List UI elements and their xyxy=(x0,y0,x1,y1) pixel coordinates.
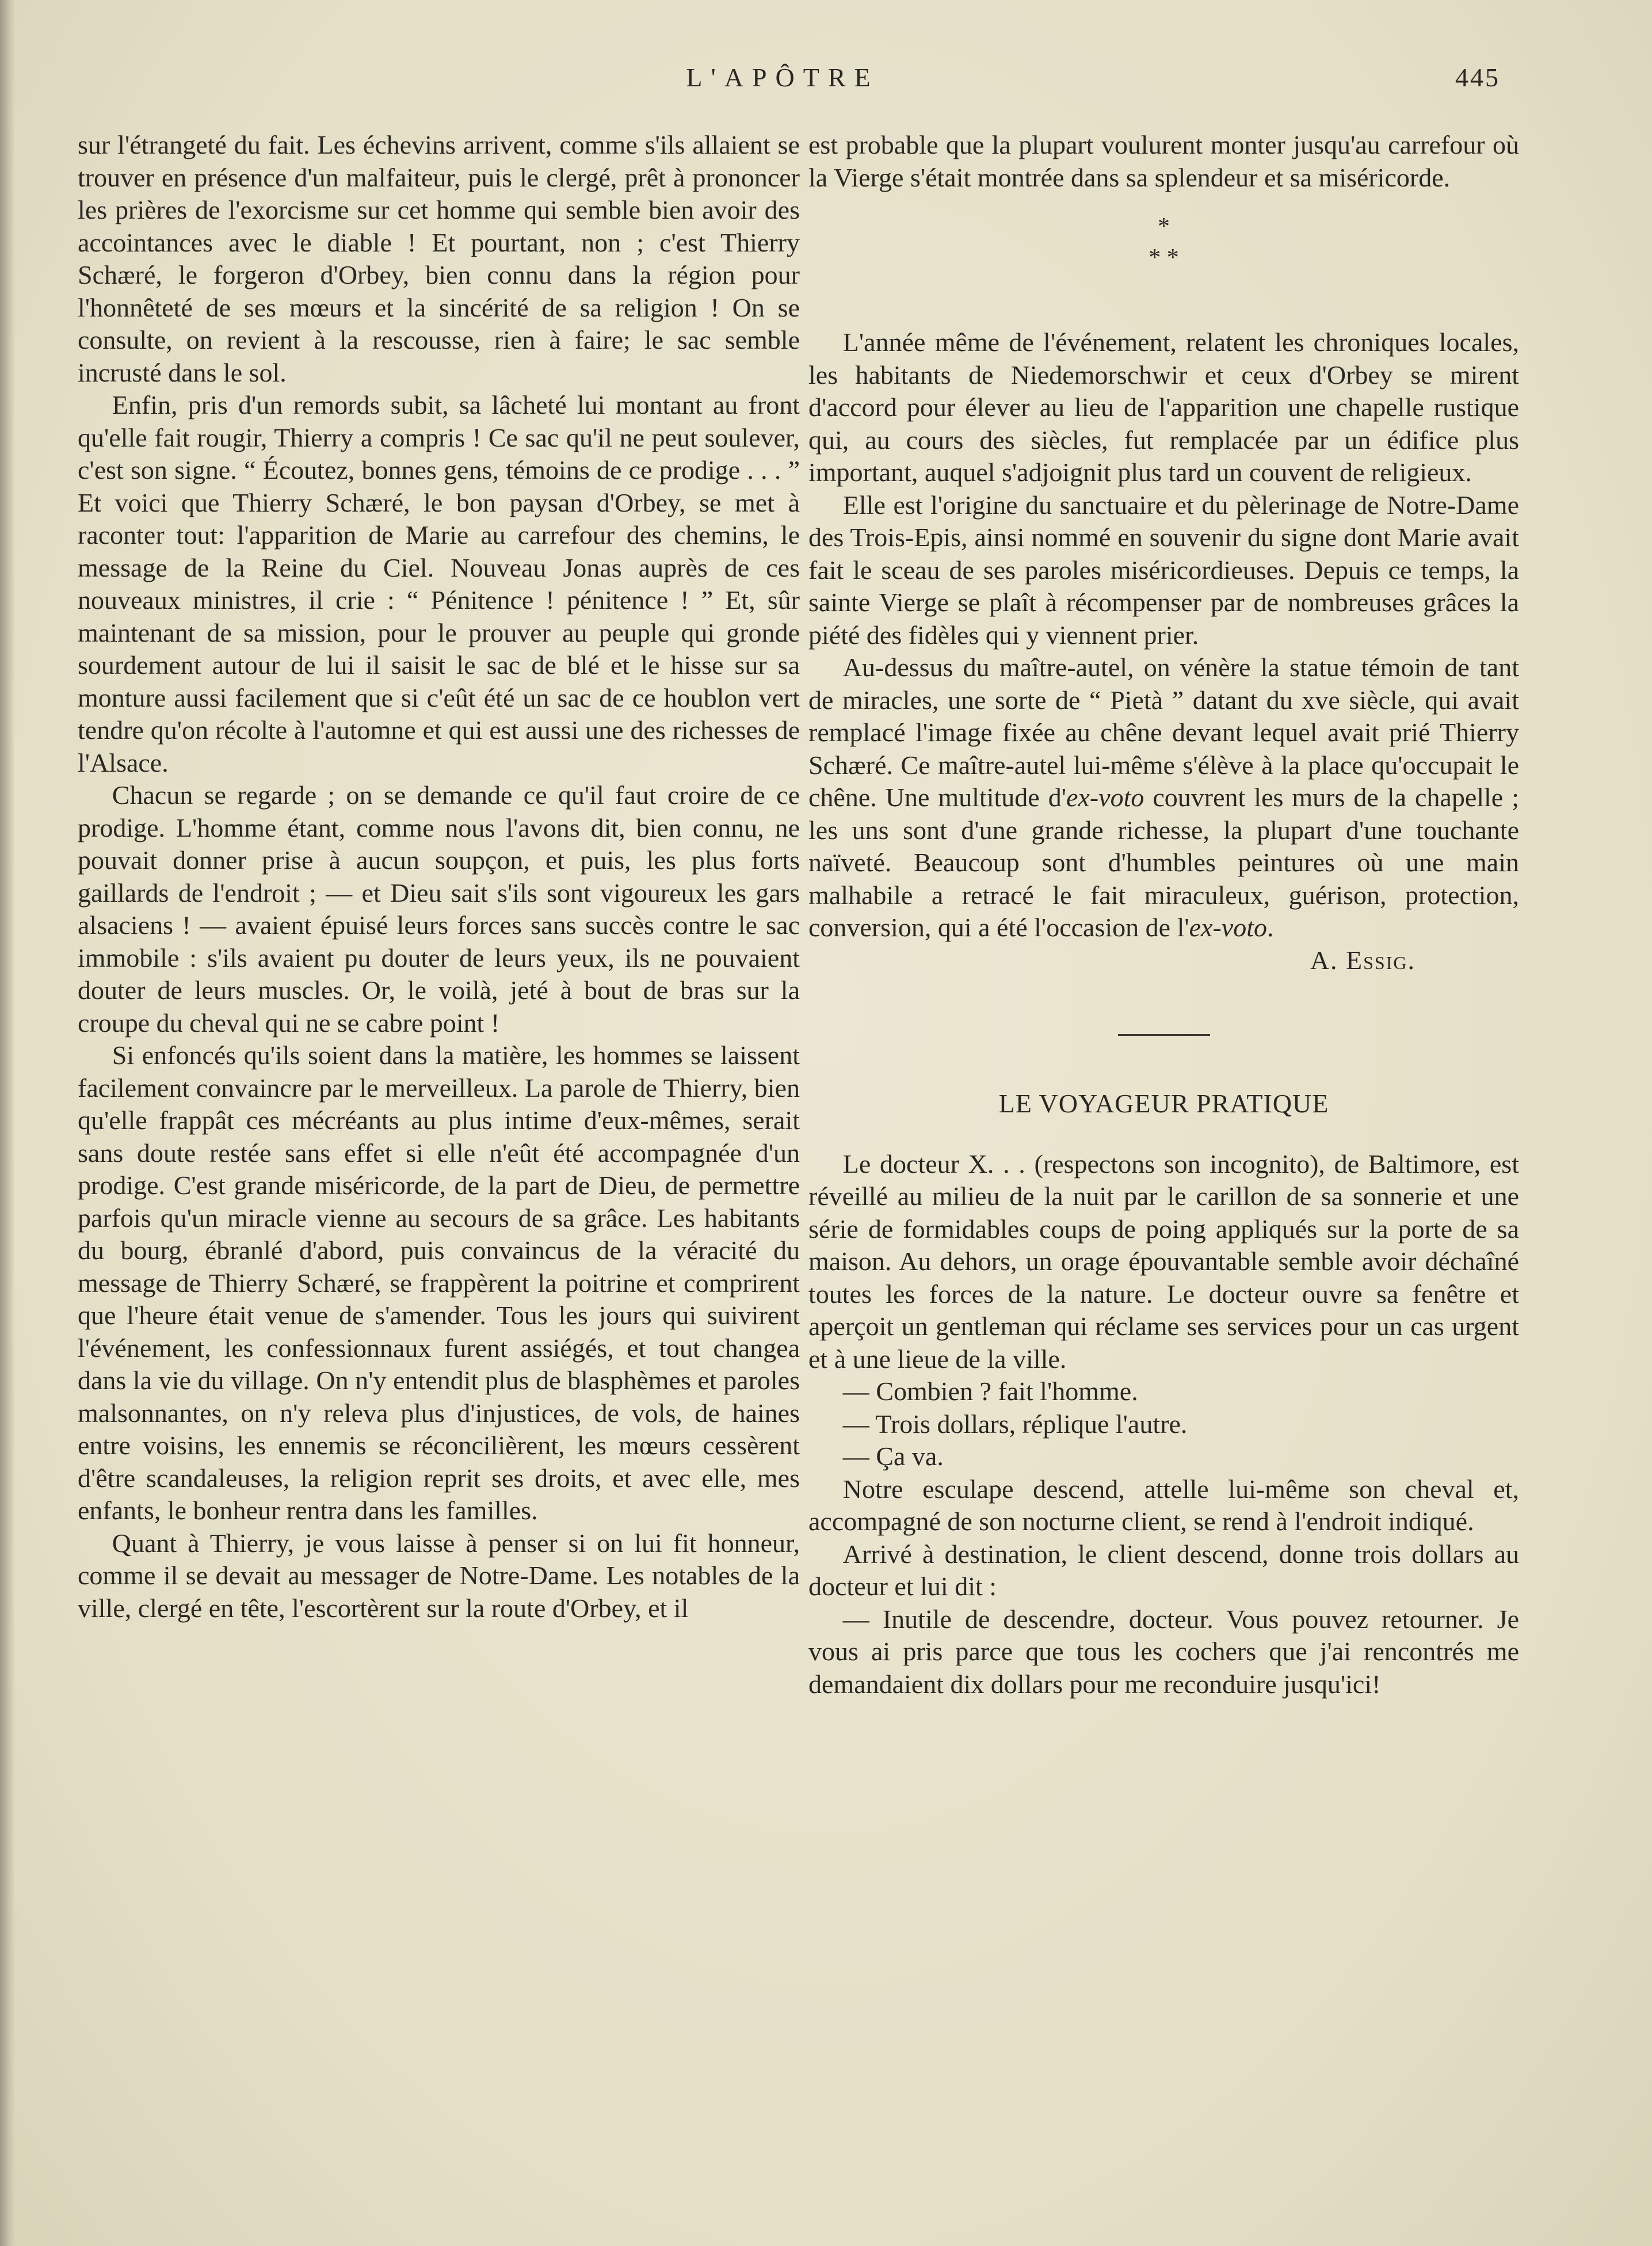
dialogue-line: — Ça va. xyxy=(842,1442,944,1471)
right-column xyxy=(808,129,1519,1700)
text-run: couvrent les murs de la chapelle ; les uns sont d'une grande richesse, la plupart d'une touchante naïveté. Beaucoup sont d'humbles peintures où une main malhabile a retracé le fait miraculeux, guérison, protection, conversion, qui a été l'occasion de l' xyxy=(808,783,1520,942)
paragraph: Elle est l'origine du sanctuaire et du pèlerinage de Notre-Dame des Trois-Epis, ainsi nommé en souvenir du signe dont Marie avait fait le sceau de ses paroles miséricordieuses. Depuis ce temps, la sainte Vierge se plaît à récompenser par de nombreuses grâces la piété des fidèles qui y viennent prier. xyxy=(808,490,1519,650)
paragraph-statue xyxy=(808,651,1519,944)
text-run: Au-dessus du maître-autel, on vénère la statue témoin de tant de miracles, une sorte de “ Pietà ” datant du xve siècle, qui avait remplacé l'image fixée au chêne devant lequel avait prié Thierry Schæré. Ce maître-autel lui-même s'élève à la place qu'occupait le chêne. Une multitude d' xyxy=(808,653,1519,812)
paragraph: Enfin, pris d'un remords subit, sa lâcheté lui montant au front qu'elle fait rougir, Thierry a compris ! Ce sac qu'il ne peut soulever, c'est son signe. “ Écoutez, bonnes gens, témoins de ce prodige . . . ” Et voici que Thierry Schæré, le bon paysan d'Orbey, se met à raconter tout: l'apparition de Marie au carrefour des chemins, le message de la Reine du Ciel. Nouveau Jonas auprès de ces nouveaux ministres, il crie : “ Pénitence ! pénitence ! ” Et, sûr maintenant de sa mission, pour le prouver au peuple qui gronde sourdement autour de lui il saisit le sac de blé et le hisse sur sa monture aussi facilement que si c'eût été un sac de ce houblon vert tendre qu'on récolte à l'automne et qui est aussi une des richesses de l'Alsace. xyxy=(78,390,800,777)
running-title: L'APÔTRE xyxy=(686,63,879,92)
author-signature: A. Essig. xyxy=(1310,945,1416,975)
paragraph: Arrivé à destination, le client descend, donne trois dollars au docteur et lui dit : xyxy=(808,1539,1519,1601)
section-separator xyxy=(808,211,1519,273)
binding-edge xyxy=(0,0,15,2246)
separator-asterisks: * * xyxy=(1149,245,1179,271)
dialogue-line: — Trois dollars, réplique l'autre. xyxy=(842,1409,1188,1439)
paragraph: Chacun se regarde ; on se demande ce qu'il faut croire de ce prodige. L'homme étant, comme nous l'avons dit, bien connu, ne pouvait donner prise à aucun soupçon, et puis, les plus forts gaillards de l'endroit ; — et Dieu sait s'ils sont vigoureux les gars alsaciens ! — avaient épuisé leurs forces sans succès contre le sac immobile : s'ils avaient pu douter de leurs yeux, ils ne pouvaient douter de leurs muscles. Or, le voilà, jeté à bout de bras sur la croupe du cheval qui ne se cabre point ! xyxy=(78,780,800,1038)
paragraph: Notre esculape descend, attelle lui-même son cheval et, accompagné de son nocturne client, se rend à l'endroit indiqué. xyxy=(808,1474,1519,1536)
paragraph: L'année même de l'événement, relatent les chroniques locales, les habitants de Niedemorschwir et ceux d'Orbey se mirent d'accord pour élever au lieu de l'apparition une chapelle rustique qui, au cours des siècles, fut remplacée par un édifice plus important, auquel s'adjoignit plus tard un couvent de religieux. xyxy=(808,327,1519,487)
dialogue-line: — Inutile de descendre, docteur. Vous pouvez retourner. Je vous ai pris parce que tous les cochers que j'ai rencontrés me demandaient dix dollars pour me reconduire jusqu'ici! xyxy=(808,1604,1519,1699)
paragraph: Le docteur X. . . (respectons son incognito), de Baltimore, est réveillé au milieu de la nuit par le carillon de sa sonnerie et une série de formidables coups de poing appliqués sur la porte de sa maison. Au dehors, un orage épouvantable semble avoir déchaîné toutes les forces de la nature. Le docteur ouvre sa fenêtre et aperçoit un gentleman qui réclame ses services pour un cas urgent et à une lieue de la ville. xyxy=(808,1149,1519,1374)
separator-asterisk: * xyxy=(1158,213,1170,240)
paragraph: sur l'étrangeté du fait. Les échevins arrivent, comme s'ils allaient se trouver en présence d'un malfaiteur, puis le clergé, prêt à prononcer les prières de l'exorcisme sur cet homme qui semble bien avoir des accointances avec le diable ! Et pourtant, non ; c'est Thierry Schæré, le forgeron d'Orbey, bien connu dans la région pour l'honnêteté de ses mœurs et la sincérité de sa religion ! On se consulte, on revient à la rescousse, rien à faire; le sac semble incrusté dans le sol. xyxy=(78,130,800,387)
paragraph: est probable que la plupart voulurent monter jusqu'au carrefour où la Vierge s'était montrée dans sa splendeur et sa miséricorde. xyxy=(808,130,1519,192)
paragraph: Si enfoncés qu'ils soient dans la matière, les hommes se laissent facilement convaincre par le merveilleux. La parole de Thierry, bien qu'elle frappât ces mécréants au plus intime d'eux-mêmes, serait sans doute restée sans effet si elle n'eût été accompagnée d'un prodige. C'est grande miséricorde, de la part de Dieu, de permettre parfois qu'un miracle vienne au secours de sa grâce. Les habitants du bourg, ébranlé d'abord, puis convaincus de la véracité du message de Thierry Schæré, se frappèrent la poitrine et comprirent que l'heure était venue de s'amender. Tous les jours qui suivirent l'événement, les confessionnaux furent assiégés, et tout changea dans la vie du village. On n'y entendit plus de blasphèmes et paroles malsonnantes, on n'y releva plus d'injustices, de vols, de haines entre voisins, les ennemis se réconcilièrent, les mœurs cessèrent d'être scandaleuses, la religion reprit ses droits, et avec elle, mes enfants, le bonheur rentra dans les familles. xyxy=(78,1040,800,1525)
italic-term: ex-voto xyxy=(1066,783,1144,812)
section-title: LE VOYAGEUR PRATIQUE xyxy=(998,1089,1329,1118)
italic-term: ex-voto xyxy=(1189,913,1267,942)
left-column xyxy=(78,129,800,1625)
text-run: . xyxy=(1267,913,1274,942)
spacer xyxy=(808,273,1519,326)
dialogue-line: — Combien ? fait l'homme. xyxy=(842,1376,1138,1406)
divider-rule xyxy=(1118,1034,1210,1036)
page-number: 445 xyxy=(1455,63,1500,92)
paragraph: Quant à Thierry, je vous laisse à penser si on lui fit honneur, comme il se devait au messager de Notre-Dame. Les notables de la ville, clergé en tête, l'escortèrent sur la route d'Orbey, et il xyxy=(78,1528,800,1623)
